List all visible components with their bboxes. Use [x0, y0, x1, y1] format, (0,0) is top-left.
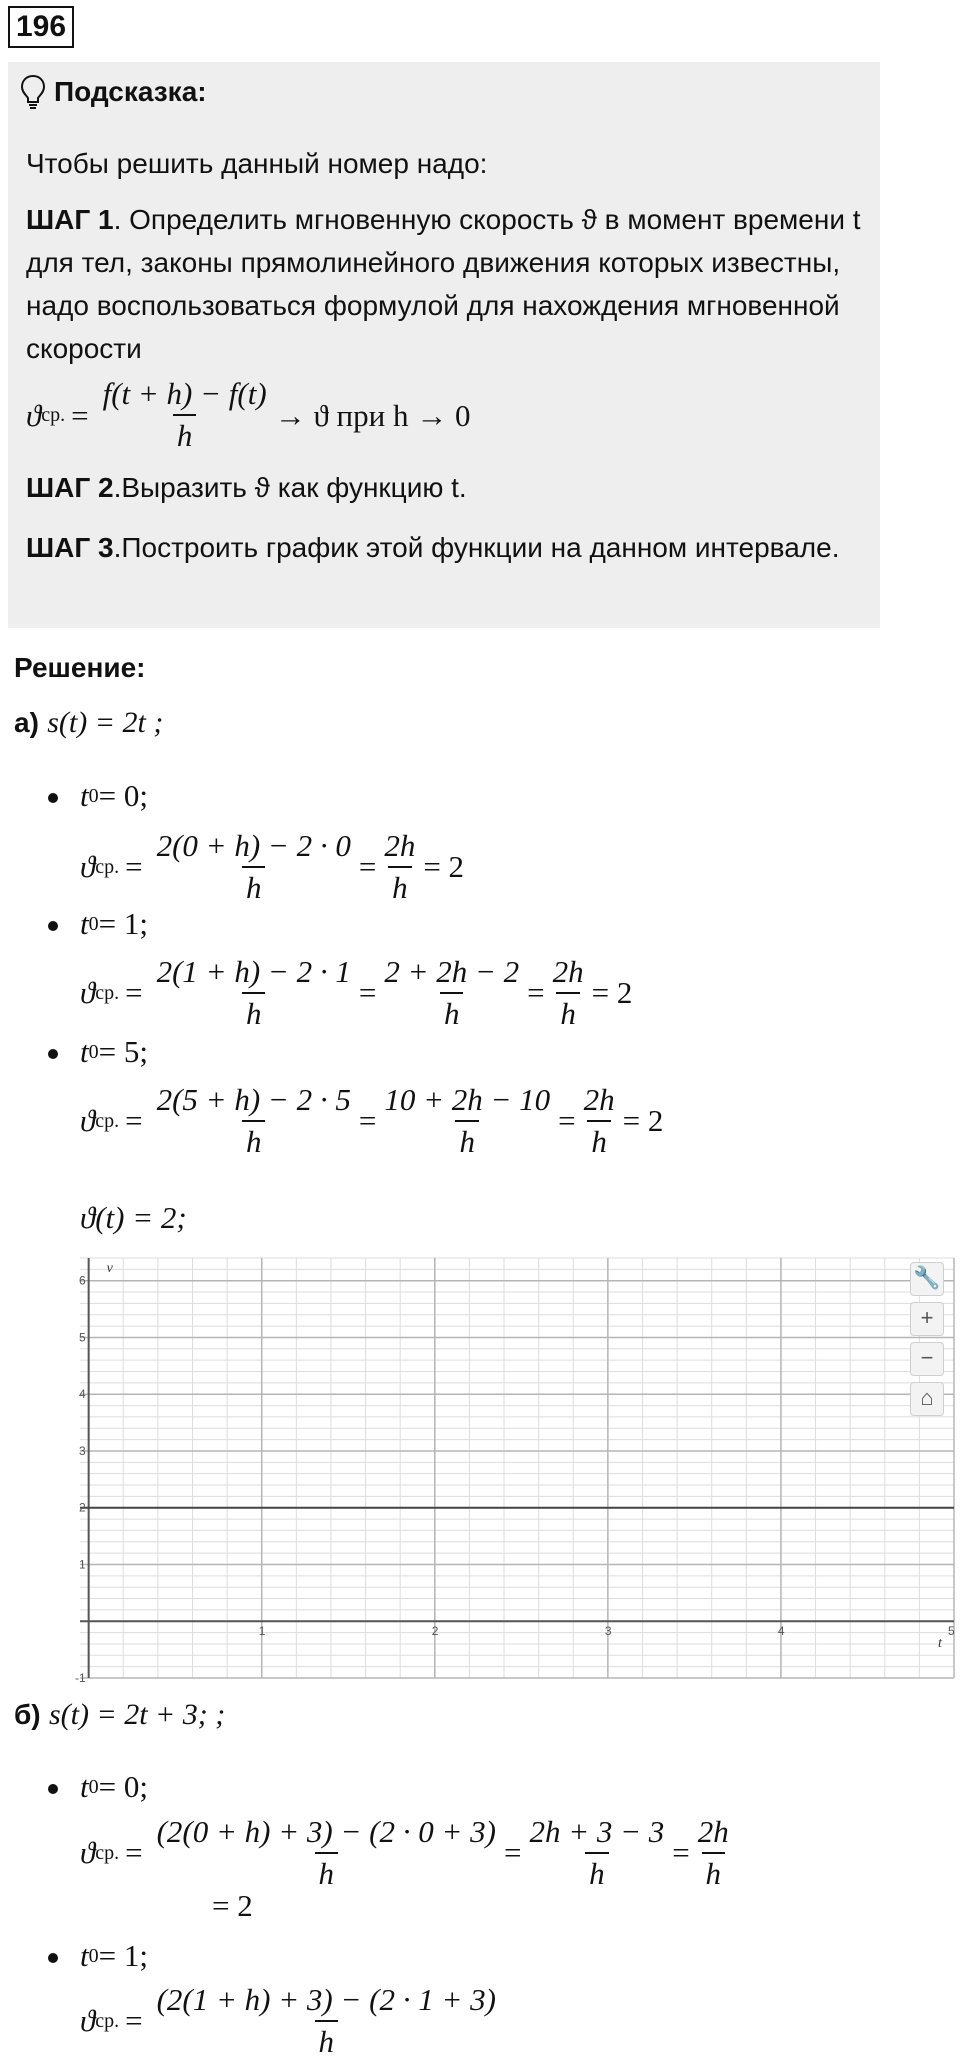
velocity-graph[interactable]	[74, 1258, 955, 1685]
part-a-title	[14, 706, 163, 740]
part-b-label: б)	[14, 1699, 41, 1730]
hint-step-2	[26, 466, 866, 509]
step-3-label: ШАГ 3	[26, 532, 114, 563]
y-tick-label: 5	[78, 1330, 86, 1345]
lightbulb-icon	[20, 74, 46, 110]
step-1-text: . Определить мгновенную скорость ϑ в момент времени t для тел, законы прямолинейного движения которых известны, надо воспользоваться формулой для нахождения мгновенной скорости	[26, 204, 861, 364]
zoom-in-button[interactable]: +	[910, 1302, 944, 1336]
hint-box	[8, 62, 880, 628]
formula-tail: → ϑ при h → 0	[274, 397, 471, 433]
x-axis-label: t	[938, 1636, 942, 1652]
b1-result: = 2	[212, 1888, 253, 1923]
bullet-a2	[48, 921, 58, 931]
hint-formula: ϑ ср. = $\frac{f(t + h) - f(t)}{h}$ → ϑ при h → 0	[26, 374, 866, 456]
step-2-text: .Выразить ϑ как функцию t.	[113, 472, 467, 503]
step-2-label: ШАГ 2	[26, 472, 114, 503]
problem-number: 196	[8, 6, 74, 48]
y-tick-label: 2	[78, 1500, 86, 1515]
a3-t0: t 0 = 5;	[80, 1034, 148, 1069]
wrench-icon[interactable]: 🔧	[910, 1262, 944, 1296]
step-3-text: .Построить график этой функции на данном интервале.	[113, 532, 840, 563]
part-a-label: а)	[14, 707, 39, 738]
graph-background	[80, 1258, 954, 1678]
a1-t0: t 0 = 0;	[80, 778, 148, 813]
b2-calc: ϑ ср. = $\frac{(2(1 + h) + 3) - (2 \cdot 1 + 3)}{h}$	[80, 1980, 504, 2062]
a3-calc: ϑ ср. = $\frac{2(5 + h) - 2 \cdot 5}{h}$ = $\frac{10 + 2h - 10}{h}$ = $\frac{2h}{h}$ = 2	[80, 1080, 663, 1162]
graph-toolbar	[910, 1262, 944, 1416]
a2-t0: t 0 = 1;	[80, 906, 148, 941]
hint-header	[20, 72, 207, 112]
formula-denominator: h	[173, 414, 197, 456]
x-tick-label: 1	[258, 1624, 266, 1639]
formula-numerator: f(t + h) − f(t)	[102, 376, 267, 411]
a2-calc: ϑ ср. = $\frac{2(1 + h) - 2 \cdot 1}{h}$ = $\frac{2 + 2h - 2}{h}$ = $\frac{2h}{h}$ = 2	[80, 952, 632, 1034]
y-tick-label: -1	[74, 1671, 86, 1685]
a-conclusion: ϑ(t) = 2;	[80, 1200, 187, 1235]
y-tick-label: 6	[78, 1273, 86, 1288]
a1-calc: ϑ ср. = $\frac{2(0 + h) - 2 \cdot 0}{h}$ = $\frac{2h}{h}$ = 2	[80, 826, 464, 908]
x-tick-label: 4	[777, 1624, 785, 1639]
hint-step-3	[26, 526, 866, 569]
b1-t0: t 0 = 0;	[80, 1769, 148, 1804]
bullet-a1	[48, 793, 58, 803]
y-tick-label: 4	[78, 1387, 86, 1402]
formula-lhs: ϑ	[26, 397, 42, 433]
y-tick-label: 1	[78, 1557, 86, 1572]
graph-canvas[interactable]	[74, 1258, 955, 1685]
bullet-a3	[48, 1049, 58, 1059]
bullet-b1	[48, 1784, 58, 1794]
part-b-law: s(t) = 2t + 3; ;	[48, 1698, 226, 1731]
home-icon[interactable]: ⌂	[910, 1382, 944, 1416]
y-tick-label: 3	[78, 1443, 86, 1458]
hint-step-1	[26, 198, 866, 370]
zoom-out-button[interactable]: −	[910, 1342, 944, 1376]
hint-title: Подсказка:	[54, 76, 207, 107]
x-tick-label: 5	[948, 1624, 955, 1639]
step-1-label: ШАГ 1	[26, 204, 114, 235]
y-axis-label: v	[106, 1261, 113, 1276]
x-tick-label: 2	[431, 1624, 439, 1639]
hint-intro: Чтобы решить данный номер надо:	[26, 148, 488, 179]
part-a-law: s(t) = 2t ;	[47, 706, 164, 739]
formula-subscript: ср.	[41, 403, 66, 426]
solution-title: Решение:	[14, 652, 146, 683]
bullet-b2	[48, 1953, 58, 1963]
b1-calc: ϑ ср. = $\frac{(2(0 + h) + 3) - (2 \cdot 0 + 3)}{h}$ = $\frac{2h + 3 - 3}{h}$ = $\frac{2h}{h}$	[80, 1812, 737, 1894]
x-tick-label: 3	[604, 1624, 612, 1639]
part-b-title	[14, 1698, 225, 1732]
b2-t0: t 0 = 1;	[80, 1938, 148, 1973]
formula-fraction	[99, 374, 271, 456]
